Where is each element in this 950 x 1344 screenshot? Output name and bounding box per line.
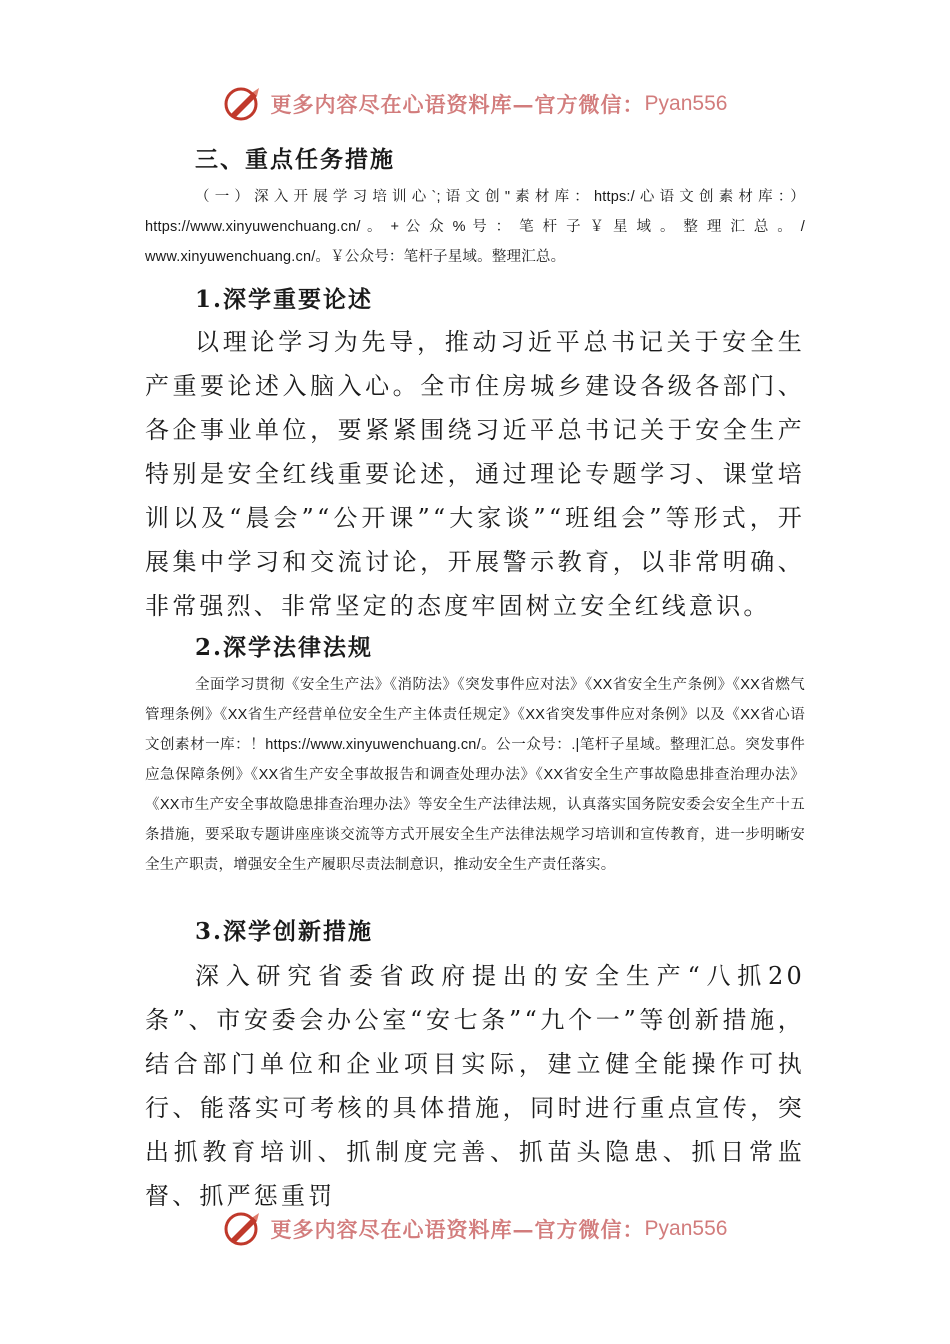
paragraph-1: 以理论学习为先导，推动习近平总书记关于安全生产重要论述入脑入心。全市住房城乡建设各级各部门、各企事业单位，要紧紧围绕习近平总书记关于安全生产特别是安全红线重要论述，通过理论专题学习、课堂培训以及“晨会”“公开课”“大家谈”“班组会”等形式，开展集中学习和交流讨论，开展警示教育，以非常明确、非常强烈、非常坚定的态度牢固树立安全红线意识。 bbox=[145, 328, 805, 620]
heading-1-block bbox=[145, 280, 805, 320]
pen-logo-icon bbox=[223, 1209, 263, 1249]
document-body bbox=[145, 140, 805, 180]
subsection-1-line: （一）深入开展学习培训心`;语文创"素材库：https:/心语文创素材库：）https://www.xinyuwenchuang.cn/ 。 + 公 众 % 号 ： 笔 杆 子 ￥ 星 域 。 整 理 汇 总 。 / www.xinyuwenchuang.cn/。￥公众号：笔杆子星域。整理汇总。 bbox=[145, 189, 805, 265]
banner-text: 更多内容尽在心语资料库—官方微信： bbox=[270, 92, 645, 117]
banner-wechat-id: Pyan556 bbox=[644, 92, 728, 115]
paragraph-2: 全面学习贯彻《安全生产法》《消防法》《突发事件应对法》《XX省安全生产条例》《XX省燃气管理条例》《XX省生产经营单位安全生产主体责任规定》《XX省突发事件应对条例》以及《XX省心语文创素材一库：！https://www.xinyuwenchuang.cn/。公一众号：.|笔杆子星域。整理汇总。突发事件应急保障条例》《XX省生产安全事故报告和调查处理办法》《XX省安全生产事故隐患排查治理办法》《XX市生产安全事故隐患排查治理办法》等安全生产法律法规，认真落实国务院安委会安全生产十五条措施，要采取专题讲座座谈交流等方式开展安全生产法律法规学习培训和宣传教育，进一步明晰安全生产职责，增强安全生产履职尽责法制意识，推动安全生产责任落实。 bbox=[145, 677, 805, 873]
heading-1: 1.深学重要论述 bbox=[195, 286, 374, 313]
footer-banner bbox=[0, 1207, 950, 1251]
banner-wechat-id: Pyan556 bbox=[644, 1217, 728, 1240]
heading-3: 3.深学创新措施 bbox=[195, 918, 374, 945]
paragraph-2-block bbox=[145, 670, 805, 880]
heading-2: 2.深学法律法规 bbox=[195, 634, 374, 661]
heading-2-block bbox=[145, 628, 805, 668]
banner-text: 更多内容尽在心语资料库—官方微信： bbox=[270, 1217, 645, 1242]
heading-3-block bbox=[145, 912, 805, 952]
pen-logo-icon bbox=[223, 84, 263, 124]
header-banner bbox=[0, 82, 950, 126]
paragraph-1-block bbox=[145, 320, 805, 628]
section-title: 三、重点任务措施 bbox=[195, 146, 395, 173]
paragraph-3: 深入研究省委省政府提出的安全生产“八抓20条”、市安委会办公室“安七条”“九个一”等创新措施，结合部门单位和企业项目实际，建立健全能操作可执行、能落实可考核的具体措施，同时进行重点宣传，突出抓教育培训、抓制度完善、抓苗头隐患、抓日常监督、抓严惩重罚 bbox=[145, 962, 805, 1210]
subsection-1-block bbox=[145, 182, 805, 272]
paragraph-3-block bbox=[145, 954, 805, 1218]
